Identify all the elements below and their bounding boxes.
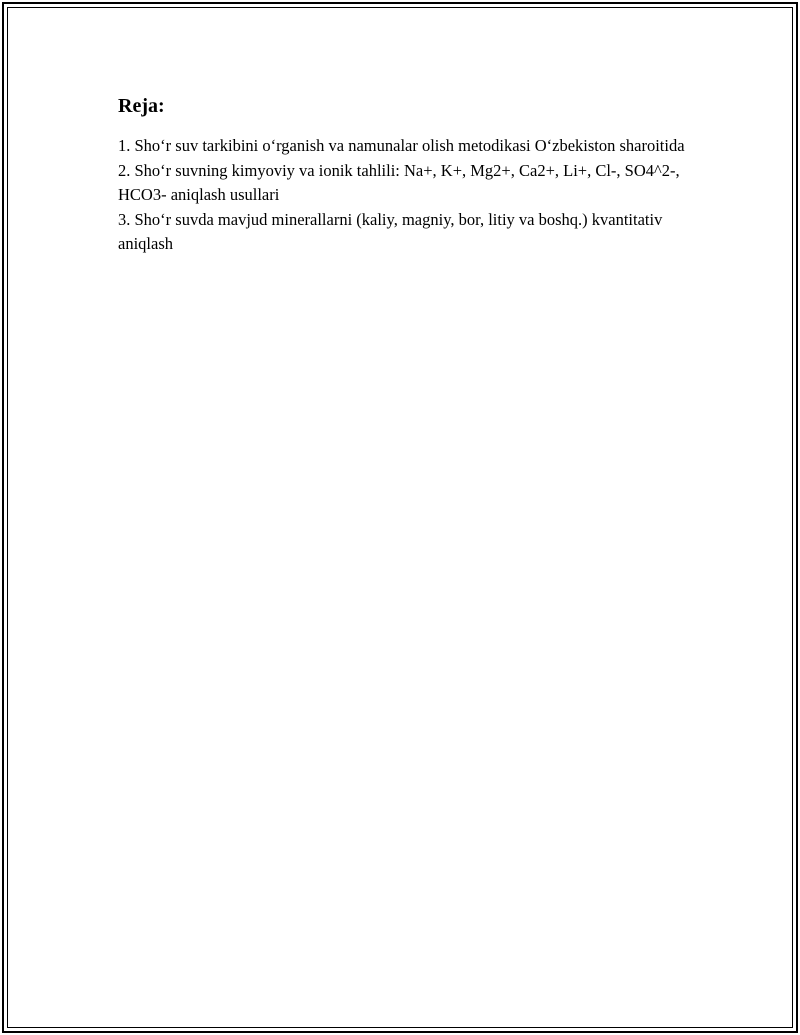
plan-item-1: 1. Sho‘r suv tarkibini o‘rganish va namunalar olish metodikasi O‘zbekiston sharoitida [118, 136, 685, 155]
plan-item-2: 2. Sho‘r suvning kimyoviy va ionik tahlili: Na+, K+, Mg2+, Ca2+, Li+, Cl-, SO4^2-, HCO3- aniqlash usullari [118, 160, 680, 204]
plan-heading: Reja: [118, 95, 165, 117]
document-body [118, 92, 688, 257]
plan-list [118, 134, 688, 257]
plan-item-3: 3. Sho‘r suvda mavjud minerallarni (kaliy, magniy, bor, litiy va boshq.) kvantitativ aniqlash [118, 209, 663, 253]
